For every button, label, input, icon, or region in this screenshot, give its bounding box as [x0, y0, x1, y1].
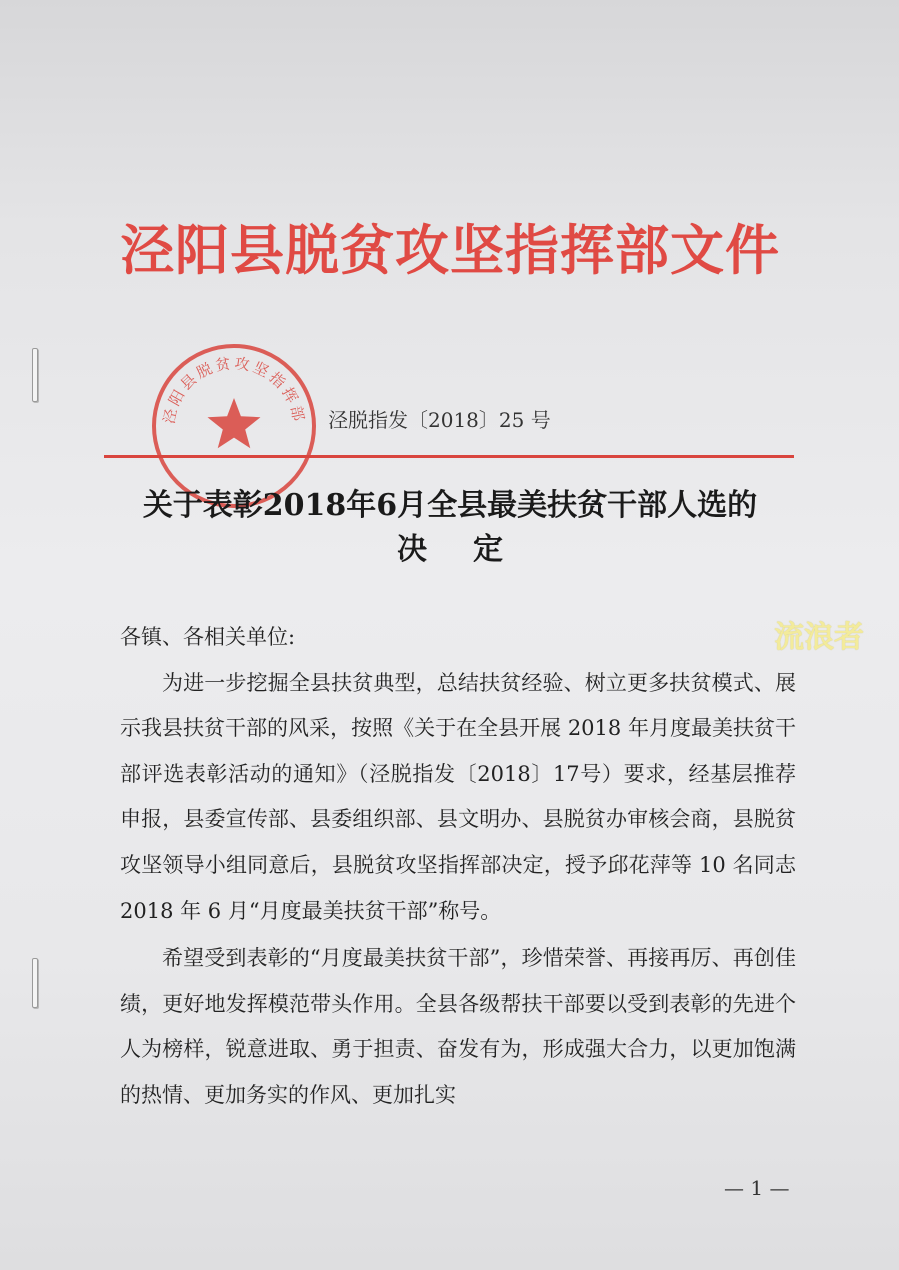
star-icon: [208, 398, 261, 448]
document-header-title: 泾阳县脱贫攻坚指挥部文件: [120, 218, 780, 282]
seal-text: 泾阳县脱贫攻坚指挥部: [159, 354, 309, 426]
paragraph-2: 希望受到表彰的“月度最美扶贫干部”，珍惜荣誉、再接再厉、再创佳绩，更好地发挥模范带头作用。全县各级帮扶干部要以受到表彰的先进个人为榜样，锐意进取、勇于担责、奋发有为，形成强大合力，以更加饱满的热情、更加务实的作风、更加扎实: [120, 946, 796, 1107]
watermark: 流浪者: [774, 620, 864, 655]
document-number: 泾脱指发〔2018〕25 号: [328, 408, 551, 432]
staple-top: [32, 348, 38, 402]
staple-bottom: [32, 958, 38, 1008]
red-divider-line: [104, 455, 794, 458]
paragraph-1: 为进一步挖掘全县扶贫典型，总结扶贫经验、树立更多扶贫模式、展示我县扶贫干部的风采，按照《关于在全县开展 2018 年月度最美扶贫干部评选表彰活动的通知》（泾脱指发〔2018〕17号）要求，经基层推荐申报，县委宣传部、县委组织部、县文明办、县脱贫办审核会商，县脱贫攻坚领导小组同意后，县脱贫攻坚指挥部决定，授予邱花萍等 10 名同志 2018 年 6 月“月度最美扶贫干部”称号。: [120, 670, 796, 923]
decision-title-line-1: 关于表彰2018年6月全县最美扶贫干部人选的: [142, 488, 758, 523]
decision-title-line-2: 决定: [397, 532, 549, 567]
salutation: 各镇、各相关单位:: [120, 625, 296, 649]
document-body: [120, 615, 796, 1119]
decision-title: [100, 484, 800, 572]
page-number: — 1 —: [724, 1176, 790, 1200]
